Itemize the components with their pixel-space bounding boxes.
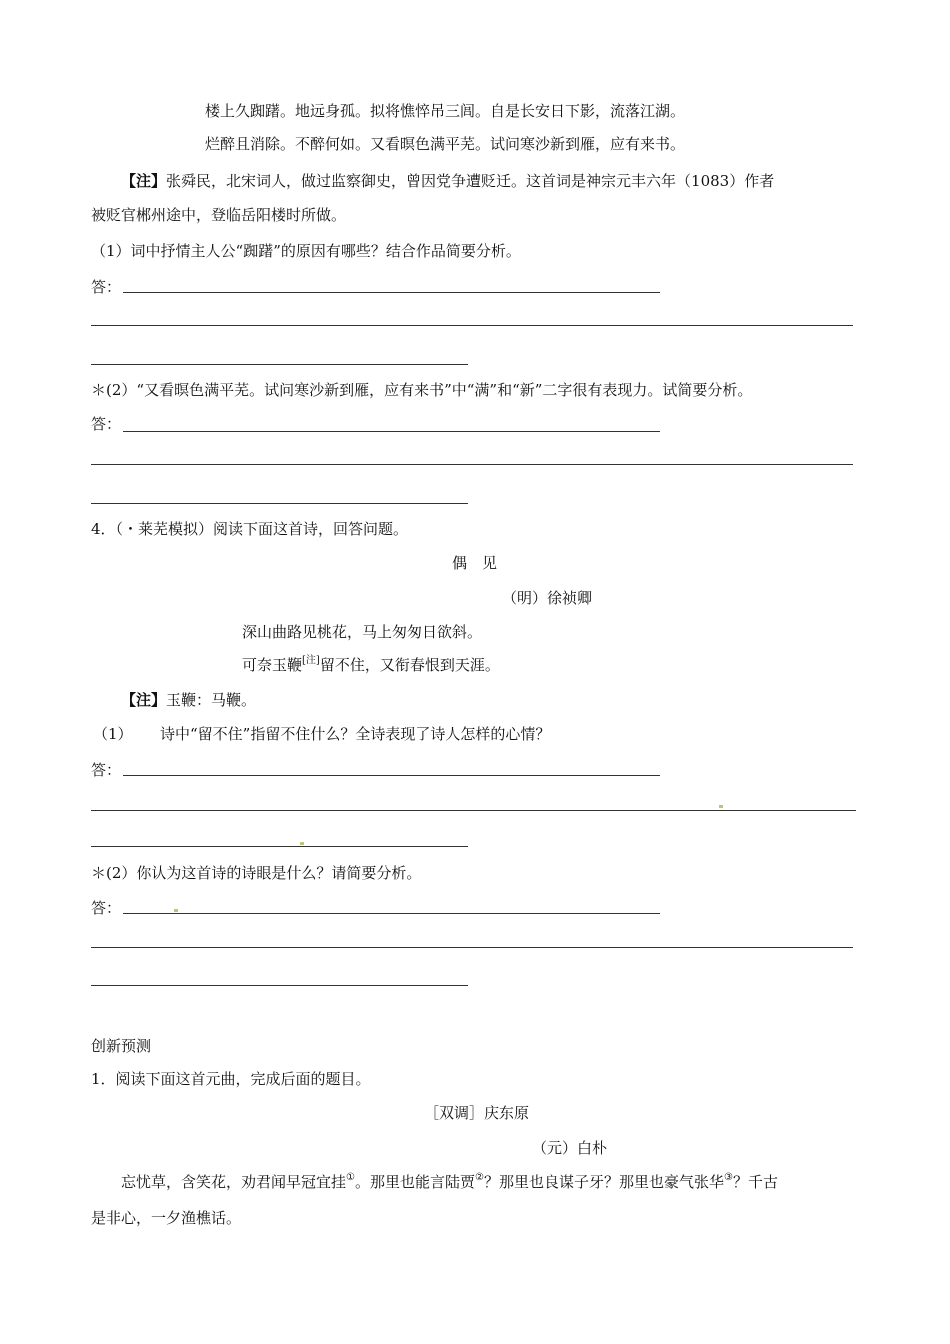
answer-label-3: 答： xyxy=(91,761,122,779)
answer-line[interactable] xyxy=(91,364,468,365)
footnote-1: ① xyxy=(346,1172,355,1183)
song-text-b: 。那里也能言陆贾 xyxy=(354,1173,475,1191)
answer-line[interactable] xyxy=(123,431,660,432)
poem-line-2a: 可奈玉鞭 xyxy=(242,656,303,674)
footnote-3: ③ xyxy=(723,1172,733,1183)
poem-line-2 xyxy=(242,655,500,675)
poem-author: （明）徐祯卿 xyxy=(502,589,593,607)
answer-line[interactable] xyxy=(91,846,468,847)
question-2: ＊(2）“又看暝色满平芜。试问寒沙新到雁，应有来书”中“满”和“新”二字很有表现力。试简要分析。 xyxy=(91,381,753,399)
note1-text1: 张舜民，北宋词人，做过监察御史，曾因党争遭贬迁。这首词是神宗元丰六年（1083）作者 xyxy=(166,172,775,190)
note1-line2: 被贬官郴州途中，登临岳阳楼时所做。 xyxy=(91,206,347,224)
footnote-2: ② xyxy=(475,1172,484,1183)
song-text-a: 忘忧草，含笑花，劝君闻早冠宜挂 xyxy=(121,1173,347,1191)
sub-question-1: 诗中“留不住”指留不住什么？全诗表现了诗人怎样的心情？ xyxy=(160,725,551,743)
poem-line-1: 深山曲路见桃花，马上匆匆日欲斜。 xyxy=(242,623,483,641)
green-dot xyxy=(300,842,304,845)
answer-line[interactable] xyxy=(123,292,660,293)
poem1-line1: 楼上久踟躇。地远身孤。拟将憔悴吊三闾。自是长安日下影，流落江湖。 xyxy=(205,102,686,120)
answer-line[interactable] xyxy=(91,503,468,504)
green-dot xyxy=(174,909,178,912)
note2-tag: 【注】 xyxy=(121,691,167,709)
poem1-line2: 烂醉且消除。不醉何如。又看暝色满平芜。试问寒沙新到雁，应有来书。 xyxy=(205,135,686,153)
song-body-line2: 是非心，一夕渔樵话。 xyxy=(91,1209,242,1227)
answer-label-4: 答： xyxy=(91,899,122,917)
note1-tag: 【注】 xyxy=(121,172,167,190)
song-text-c: ？那里也良谋子牙？那里也豪气张华 xyxy=(483,1173,724,1191)
note-2 xyxy=(121,690,256,710)
poem-title: 偶 见 xyxy=(452,554,498,572)
question-4-heading: 4．（・莱芜模拟）阅读下面这首诗，回答问题。 xyxy=(91,520,409,538)
answer-line[interactable] xyxy=(123,913,660,914)
answer-line[interactable] xyxy=(91,985,468,986)
song-title: ［双调］庆东原 xyxy=(424,1104,530,1122)
answer-line[interactable] xyxy=(123,775,660,776)
note2-text: 玉鞭：马鞭。 xyxy=(166,691,257,709)
question-1: （1）词中抒情主人公“踟躇”的原因有哪些？结合作品简要分析。 xyxy=(91,242,521,260)
note1-line1 xyxy=(121,171,774,191)
song-author: （元）白朴 xyxy=(532,1139,608,1157)
answer-line[interactable] xyxy=(91,464,853,465)
section-question-1: 1．阅读下面这首元曲，完成后面的题目。 xyxy=(91,1070,371,1088)
answer-label-1: 答： xyxy=(91,278,122,296)
answer-line[interactable] xyxy=(91,947,853,948)
answer-line[interactable] xyxy=(91,810,856,811)
song-body-line1 xyxy=(121,1172,778,1192)
sub-question-2: ＊(2）你认为这首诗的诗眼是什么？请简要分析。 xyxy=(91,864,422,882)
song-text-d: ？千古 xyxy=(732,1173,778,1191)
sub-question-1-number: （1） xyxy=(93,725,133,743)
green-dot xyxy=(719,805,723,808)
note-marker: [注] xyxy=(302,655,320,666)
poem-line-2b: 留不住，又衔春恨到天涯。 xyxy=(319,656,500,674)
answer-label-2: 答： xyxy=(91,415,122,433)
answer-line[interactable] xyxy=(91,325,853,326)
section-title: 创新预测 xyxy=(91,1037,152,1055)
